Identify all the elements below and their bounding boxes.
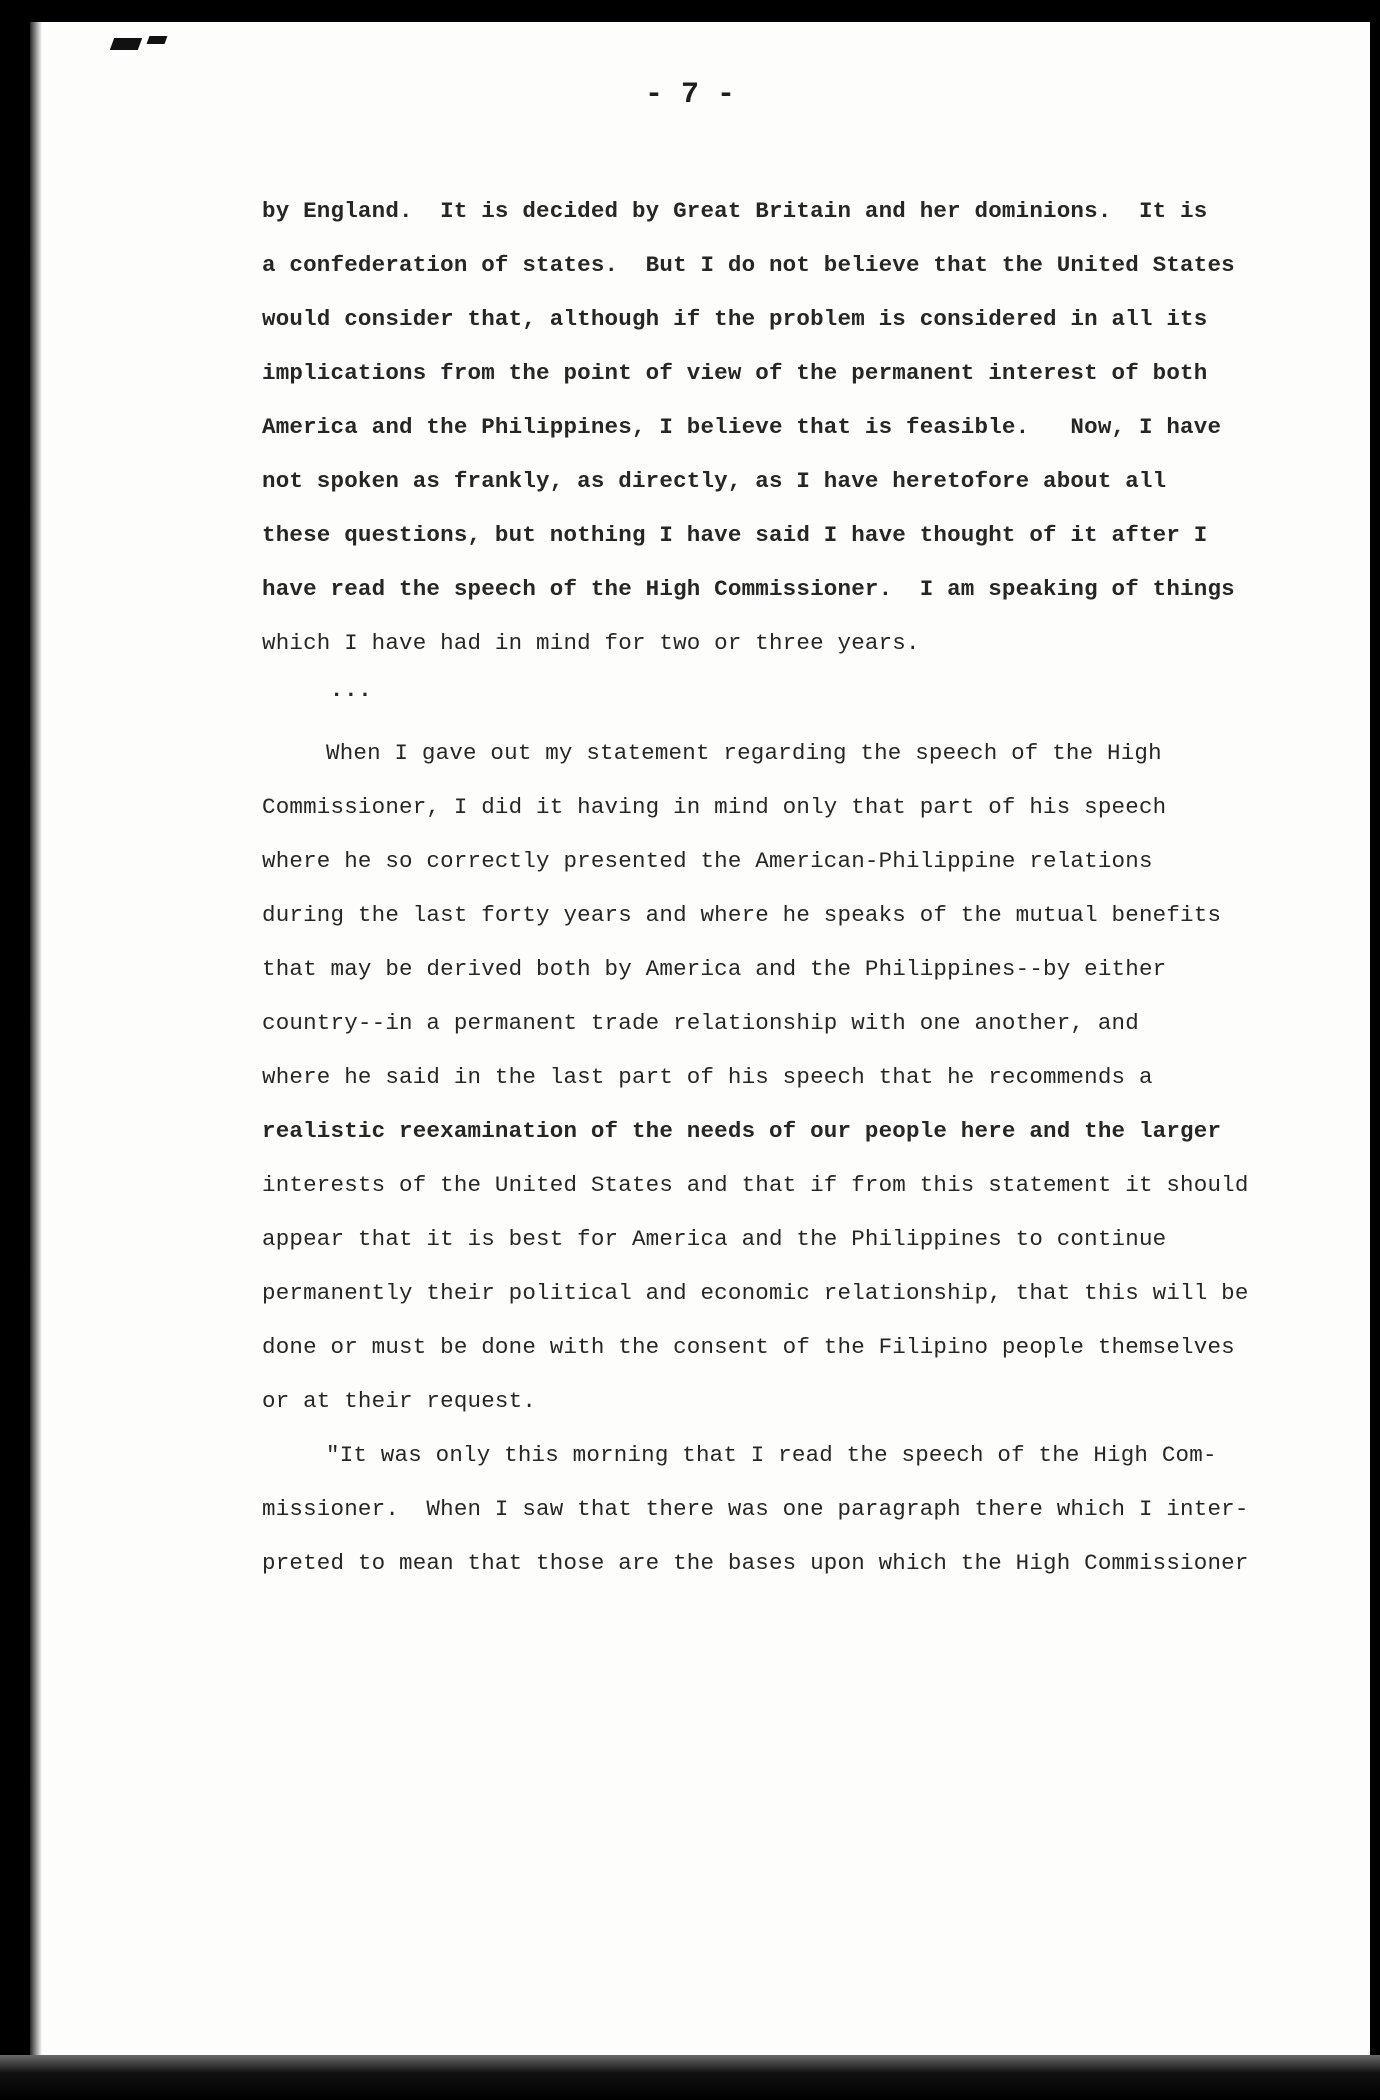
paragraph-1 <box>262 184 1262 670</box>
left-edge-shadow <box>30 22 42 2057</box>
text-line: "It was only this morning that I read the speech of the High Com- <box>326 1442 1217 1468</box>
text-line: missioner. When I saw that there was one paragraph there which I inter- <box>262 1496 1249 1522</box>
paragraph-2 <box>262 726 1262 1428</box>
text-line: country--in a permanent trade relationship with one another, and <box>262 1010 1139 1036</box>
text-line: not spoken as frankly, as directly, as I have heretofore about all <box>262 468 1167 494</box>
text-line: would consider that, although if the problem is considered in all its <box>262 306 1208 332</box>
text-line: realistic reexamination of the needs of our people here and the larger <box>262 1118 1222 1144</box>
text-line: appear that it is best for America and the Philippines to continue <box>262 1226 1167 1252</box>
text-line: permanently their political and economic relationship, that this will be <box>262 1280 1249 1306</box>
text-line: When I gave out my statement regarding the speech of the High <box>326 740 1162 766</box>
omission-ellipsis: ... <box>330 678 373 703</box>
text-line: done or must be done with the consent of the Filipino people themselves <box>262 1334 1235 1360</box>
text-line: that may be derived both by America and the Philippines--by either <box>262 956 1167 982</box>
text-line: these questions, but nothing I have said I have thought of it after I <box>262 522 1208 548</box>
scan-bottom-border <box>0 2055 1380 2100</box>
ink-blot <box>110 38 142 50</box>
text-line: where he said in the last part of his speech that he recommends a <box>262 1064 1153 1090</box>
ink-blot <box>147 36 168 44</box>
text-line: have read the speech of the High Commissioner. I am speaking of things <box>262 576 1235 602</box>
text-line: by England. It is decided by Great Britain and her dominions. It is <box>262 198 1208 224</box>
text-line: implications from the point of view of the permanent interest of both <box>262 360 1208 386</box>
text-line: a confederation of states. But I do not believe that the United States <box>262 252 1235 278</box>
page-number: - 7 - <box>644 78 735 112</box>
text-line: preted to mean that those are the bases upon which the High Commissioner <box>262 1550 1249 1576</box>
text-line: or at their request. <box>262 1388 537 1414</box>
paragraph-3 <box>262 1428 1262 1590</box>
text-line: where he so correctly presented the American-Philippine relations <box>262 848 1153 874</box>
text-line: Commissioner, I did it having in mind only that part of his speech <box>262 794 1167 820</box>
text-line: America and the Philippines, I believe that is feasible. Now, I have <box>262 414 1222 440</box>
text-line: during the last forty years and where he speaks of the mutual benefits <box>262 902 1222 928</box>
text-line: which I have had in mind for two or three years. <box>262 630 920 656</box>
text-line: interests of the United States and that if from this statement it should <box>262 1172 1249 1198</box>
